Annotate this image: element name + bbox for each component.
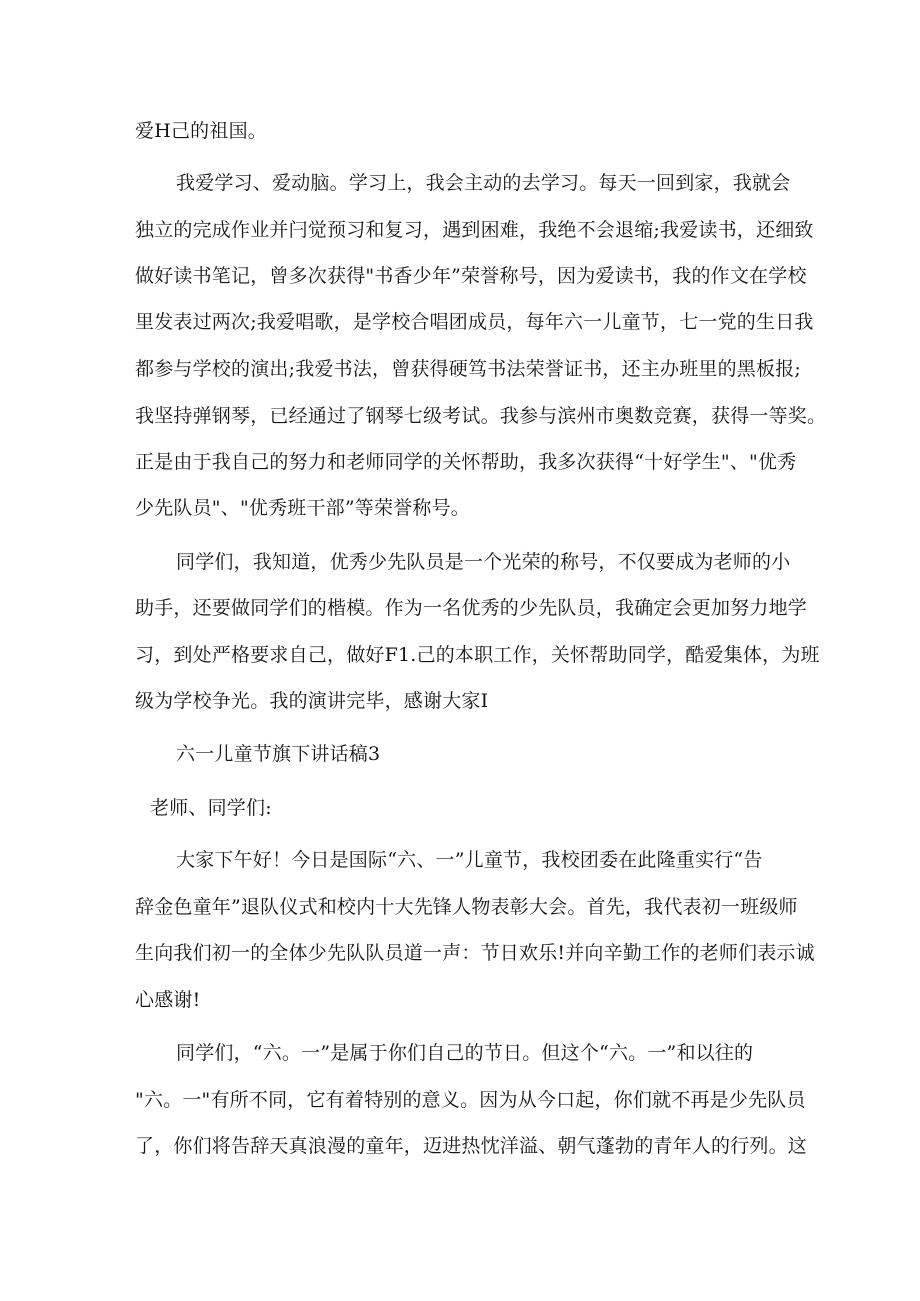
paragraph-line: 独立的完成作业并闩觉预习和复习，遇到困难，我绝不会退缩;我爱读书，还细致 [135, 219, 814, 241]
paragraph-line: 辞金色童年”退队仪式和校内十大先锋人物表彰大会。首先，我代表初一班级师 [135, 896, 798, 918]
paragraph-line: 生向我们初一的全体少先队队员道一声：节日欢乐!并向辛勤工作的老师们表示诚 [135, 942, 815, 964]
paragraph-line: 大家下午好！今日是国际“六、一”儿童节，我校团委在此隆重实行“告 [176, 849, 763, 871]
section-heading: 六一儿童节旗下讲话稿3 [176, 743, 381, 765]
paragraph-line: 级为学校争光。我的演讲完毕，感谢大家I [135, 690, 489, 712]
paragraph-line: 了，你们将告辞天真浪漫的童年，迈进热忱洋溢、朝气蓬勃的青年人的行列。这 [135, 1135, 808, 1157]
paragraph-line: 都参与学校的演出;我爱书法，曾获得硬笃书法荣誉证书，还主办班里的黑板报; [135, 358, 802, 380]
salutation: 老师、同学们: [150, 797, 272, 819]
paragraph-line: 习，到处严格要求自己，做好F1.己的本职工作，关怀帮助同学，酷爱集体，为班 [135, 644, 820, 666]
paragraph-line: 同学们，“六。一”是属于你们自己的节日。但这个“六。一”和以往的 [176, 1042, 754, 1064]
paragraph-line: 我坚持弹钢琴，已经通过了钢琴七级考试。我参与滨州市奥数竞赛，获得一等奖。 [135, 405, 827, 427]
paragraph-line: 爱H己的祖国。 [135, 120, 267, 142]
paragraph-line: 同学们，我知道，优秀少先队员是一个光荣的称号，不仅要成为老师的小 [176, 551, 791, 573]
paragraph-line: 我爱学习、爱动脑。学习上，我会主动的去学习。每天一回到家，我就会 [176, 172, 791, 194]
paragraph-line: 做好读书笔记，曾多次获得"书香少年”荣誉称号，因为爱读书，我的作文在学校 [135, 265, 807, 287]
paragraph-line: "六。一"有所不同，它有着特别的意义。因为从今口起，你们就不再是少先队员 [135, 1089, 806, 1111]
paragraph-line: 里发表过两次;我爱唱歌，是学校合唱团成员，每年六一儿童节，七一党的生日我 [135, 311, 814, 333]
paragraph-line: 正是由于我自己的努力和老师同学的关怀帮助，我多次获得“十好学生"、"优秀 [135, 451, 797, 473]
paragraph-line: 助手，还要做同学们的楷模。作为一名优秀的少先队员，我确定会更加努力地学 [135, 597, 808, 619]
paragraph-line: 心感谢! [135, 989, 201, 1011]
paragraph-line: 少先队员"、"优秀班干部”等荣誉称号。 [135, 497, 470, 519]
